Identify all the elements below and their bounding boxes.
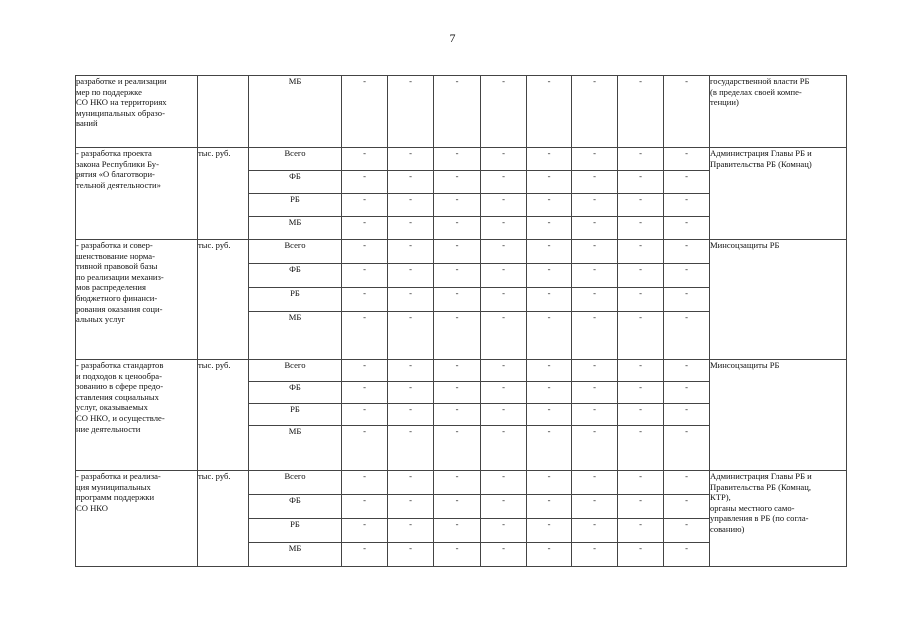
value-cell: - xyxy=(618,288,664,312)
funding-source: МБ xyxy=(249,426,342,471)
value-cell: - xyxy=(342,495,388,519)
value-cell: - xyxy=(664,519,710,543)
value-cell: - xyxy=(481,148,527,171)
value-cell: - xyxy=(527,471,572,495)
funding-source: Всего xyxy=(249,471,342,495)
value-cell: - xyxy=(572,312,618,360)
value-cell: - xyxy=(572,148,618,171)
value-cell: - xyxy=(572,240,618,264)
executor-cell: государственной власти РБ (в пределах своей компе- тенции) xyxy=(710,76,847,148)
value-cell: - xyxy=(481,264,527,288)
value-cell: - xyxy=(434,76,481,148)
value-cell: - xyxy=(572,426,618,471)
value-cell: - xyxy=(434,404,481,426)
value-cell: - xyxy=(572,288,618,312)
funding-source: МБ xyxy=(249,76,342,148)
value-cell: - xyxy=(388,495,434,519)
value-cell: - xyxy=(527,543,572,567)
value-cell: - xyxy=(388,240,434,264)
value-cell: - xyxy=(618,148,664,171)
funding-source: ФБ xyxy=(249,264,342,288)
value-cell: - xyxy=(342,312,388,360)
value-cell: - xyxy=(434,194,481,217)
value-cell: - xyxy=(664,264,710,288)
value-cell: - xyxy=(618,404,664,426)
value-cell: - xyxy=(434,312,481,360)
funding-source: ФБ xyxy=(249,495,342,519)
value-cell: - xyxy=(342,171,388,194)
value-cell: - xyxy=(481,240,527,264)
funding-source: РБ xyxy=(249,404,342,426)
executor-cell: Минсоцзащиты РБ xyxy=(710,360,847,471)
funding-source: Всего xyxy=(249,148,342,171)
value-cell: - xyxy=(664,240,710,264)
value-cell: - xyxy=(388,382,434,404)
value-cell: - xyxy=(527,288,572,312)
value-cell: - xyxy=(388,471,434,495)
value-cell: - xyxy=(481,171,527,194)
executor-cell: Администрация Главы РБ и Правительства РБ (Комнац) xyxy=(710,148,847,240)
unit-cell: тыс. руб. xyxy=(198,240,249,360)
page-number: 7 xyxy=(449,31,456,45)
unit-cell: тыс. руб. xyxy=(198,148,249,240)
value-cell: - xyxy=(572,217,618,240)
value-cell: - xyxy=(481,404,527,426)
value-cell: - xyxy=(481,217,527,240)
funding-source: ФБ xyxy=(249,171,342,194)
program-table xyxy=(75,75,847,567)
value-cell: - xyxy=(434,264,481,288)
value-cell: - xyxy=(618,471,664,495)
value-cell: - xyxy=(342,426,388,471)
value-cell: - xyxy=(434,543,481,567)
measure-description: разработке и реализации мер по поддержке СО НКО на территориях муниципальных образо- ваний xyxy=(76,76,198,148)
value-cell: - xyxy=(434,148,481,171)
executor-cell: Минсоцзащиты РБ xyxy=(710,240,847,360)
table-row xyxy=(76,360,847,382)
table-row xyxy=(76,76,847,148)
value-cell: - xyxy=(572,194,618,217)
value-cell: - xyxy=(388,264,434,288)
funding-source: РБ xyxy=(249,519,342,543)
value-cell: - xyxy=(618,312,664,360)
value-cell: - xyxy=(342,288,388,312)
value-cell: - xyxy=(527,240,572,264)
value-cell: - xyxy=(572,171,618,194)
funding-source: РБ xyxy=(249,288,342,312)
value-cell: - xyxy=(388,76,434,148)
value-cell: - xyxy=(572,404,618,426)
unit-cell: тыс. руб. xyxy=(198,471,249,567)
value-cell: - xyxy=(388,543,434,567)
value-cell: - xyxy=(388,404,434,426)
value-cell: - xyxy=(527,312,572,360)
value-cell: - xyxy=(434,426,481,471)
value-cell: - xyxy=(572,471,618,495)
value-cell: - xyxy=(342,264,388,288)
value-cell: - xyxy=(388,148,434,171)
funding-source: Всего xyxy=(249,360,342,382)
value-cell: - xyxy=(664,76,710,148)
value-cell: - xyxy=(481,312,527,360)
value-cell: - xyxy=(434,171,481,194)
measure-description: - разработка стандартов и подходов к ценообра- зованию в сфере предо- ставления социальных услуг, оказываемых СО НКО, и осуществле- ние деятельности xyxy=(76,360,198,471)
value-cell: - xyxy=(342,519,388,543)
value-cell: - xyxy=(388,519,434,543)
value-cell: - xyxy=(481,426,527,471)
value-cell: - xyxy=(618,76,664,148)
value-cell: - xyxy=(434,495,481,519)
value-cell: - xyxy=(481,288,527,312)
value-cell: - xyxy=(388,288,434,312)
funding-source: МБ xyxy=(249,217,342,240)
value-cell: - xyxy=(618,543,664,567)
value-cell: - xyxy=(618,264,664,288)
value-cell: - xyxy=(434,382,481,404)
value-cell: - xyxy=(664,543,710,567)
value-cell: - xyxy=(434,217,481,240)
table-row xyxy=(76,471,847,495)
value-cell: - xyxy=(664,382,710,404)
value-cell: - xyxy=(481,543,527,567)
value-cell: - xyxy=(664,171,710,194)
value-cell: - xyxy=(481,194,527,217)
value-cell: - xyxy=(527,217,572,240)
value-cell: - xyxy=(664,404,710,426)
value-cell: - xyxy=(388,194,434,217)
value-cell: - xyxy=(664,148,710,171)
value-cell: - xyxy=(572,382,618,404)
value-cell: - xyxy=(481,382,527,404)
executor-cell: Администрация Главы РБ и Правительства РБ (Комнац, КТР), органы местного само- управления в РБ (по согла- сованию) xyxy=(710,471,847,567)
value-cell: - xyxy=(434,288,481,312)
funding-source: РБ xyxy=(249,194,342,217)
value-cell: - xyxy=(618,217,664,240)
value-cell: - xyxy=(342,194,388,217)
measure-description: - разработка проекта закона Республики Бу- рятия «О благотвори- тельной деятельности» xyxy=(76,148,198,240)
value-cell: - xyxy=(481,519,527,543)
funding-source: МБ xyxy=(249,312,342,360)
table-row xyxy=(76,148,847,171)
value-cell: - xyxy=(342,382,388,404)
value-cell: - xyxy=(618,240,664,264)
value-cell: - xyxy=(664,194,710,217)
value-cell: - xyxy=(527,382,572,404)
value-cell: - xyxy=(527,264,572,288)
value-cell: - xyxy=(664,360,710,382)
value-cell: - xyxy=(342,76,388,148)
unit-cell: тыс. руб. xyxy=(198,360,249,471)
value-cell: - xyxy=(527,194,572,217)
value-cell: - xyxy=(527,426,572,471)
funding-source: Всего xyxy=(249,240,342,264)
value-cell: - xyxy=(618,171,664,194)
value-cell: - xyxy=(342,471,388,495)
value-cell: - xyxy=(388,360,434,382)
value-cell: - xyxy=(572,543,618,567)
value-cell: - xyxy=(527,495,572,519)
value-cell: - xyxy=(527,519,572,543)
value-cell: - xyxy=(618,495,664,519)
value-cell: - xyxy=(618,382,664,404)
value-cell: - xyxy=(342,217,388,240)
value-cell: - xyxy=(664,426,710,471)
value-cell: - xyxy=(572,360,618,382)
table-body xyxy=(76,76,847,567)
value-cell: - xyxy=(572,264,618,288)
value-cell: - xyxy=(618,360,664,382)
value-cell: - xyxy=(481,76,527,148)
value-cell: - xyxy=(664,471,710,495)
value-cell: - xyxy=(527,360,572,382)
value-cell: - xyxy=(572,495,618,519)
value-cell: - xyxy=(664,288,710,312)
measure-description: - разработка и реализа- ция муниципальных программ поддержки СО НКО xyxy=(76,471,198,567)
value-cell: - xyxy=(664,495,710,519)
value-cell: - xyxy=(664,312,710,360)
value-cell: - xyxy=(434,360,481,382)
value-cell: - xyxy=(342,148,388,171)
value-cell: - xyxy=(434,240,481,264)
value-cell: - xyxy=(434,519,481,543)
value-cell: - xyxy=(664,217,710,240)
value-cell: - xyxy=(388,426,434,471)
value-cell: - xyxy=(388,171,434,194)
value-cell: - xyxy=(342,360,388,382)
table-row xyxy=(76,240,847,264)
value-cell: - xyxy=(388,217,434,240)
value-cell: - xyxy=(481,360,527,382)
funding-source: МБ xyxy=(249,543,342,567)
value-cell: - xyxy=(527,76,572,148)
value-cell: - xyxy=(481,495,527,519)
value-cell: - xyxy=(342,404,388,426)
value-cell: - xyxy=(342,543,388,567)
value-cell: - xyxy=(434,471,481,495)
value-cell: - xyxy=(527,171,572,194)
value-cell: - xyxy=(527,404,572,426)
value-cell: - xyxy=(618,194,664,217)
value-cell: - xyxy=(481,471,527,495)
funding-source: ФБ xyxy=(249,382,342,404)
value-cell: - xyxy=(572,519,618,543)
value-cell: - xyxy=(572,76,618,148)
value-cell: - xyxy=(618,426,664,471)
value-cell: - xyxy=(342,240,388,264)
measure-description: - разработка и совер- шенствование норма- тивной правовой базы по реализации механиз- мов распределения бюджетного финанси- рования оказания соци- альных услуг xyxy=(76,240,198,360)
value-cell: - xyxy=(618,519,664,543)
value-cell: - xyxy=(527,148,572,171)
value-cell: - xyxy=(388,312,434,360)
unit-cell xyxy=(198,76,249,148)
